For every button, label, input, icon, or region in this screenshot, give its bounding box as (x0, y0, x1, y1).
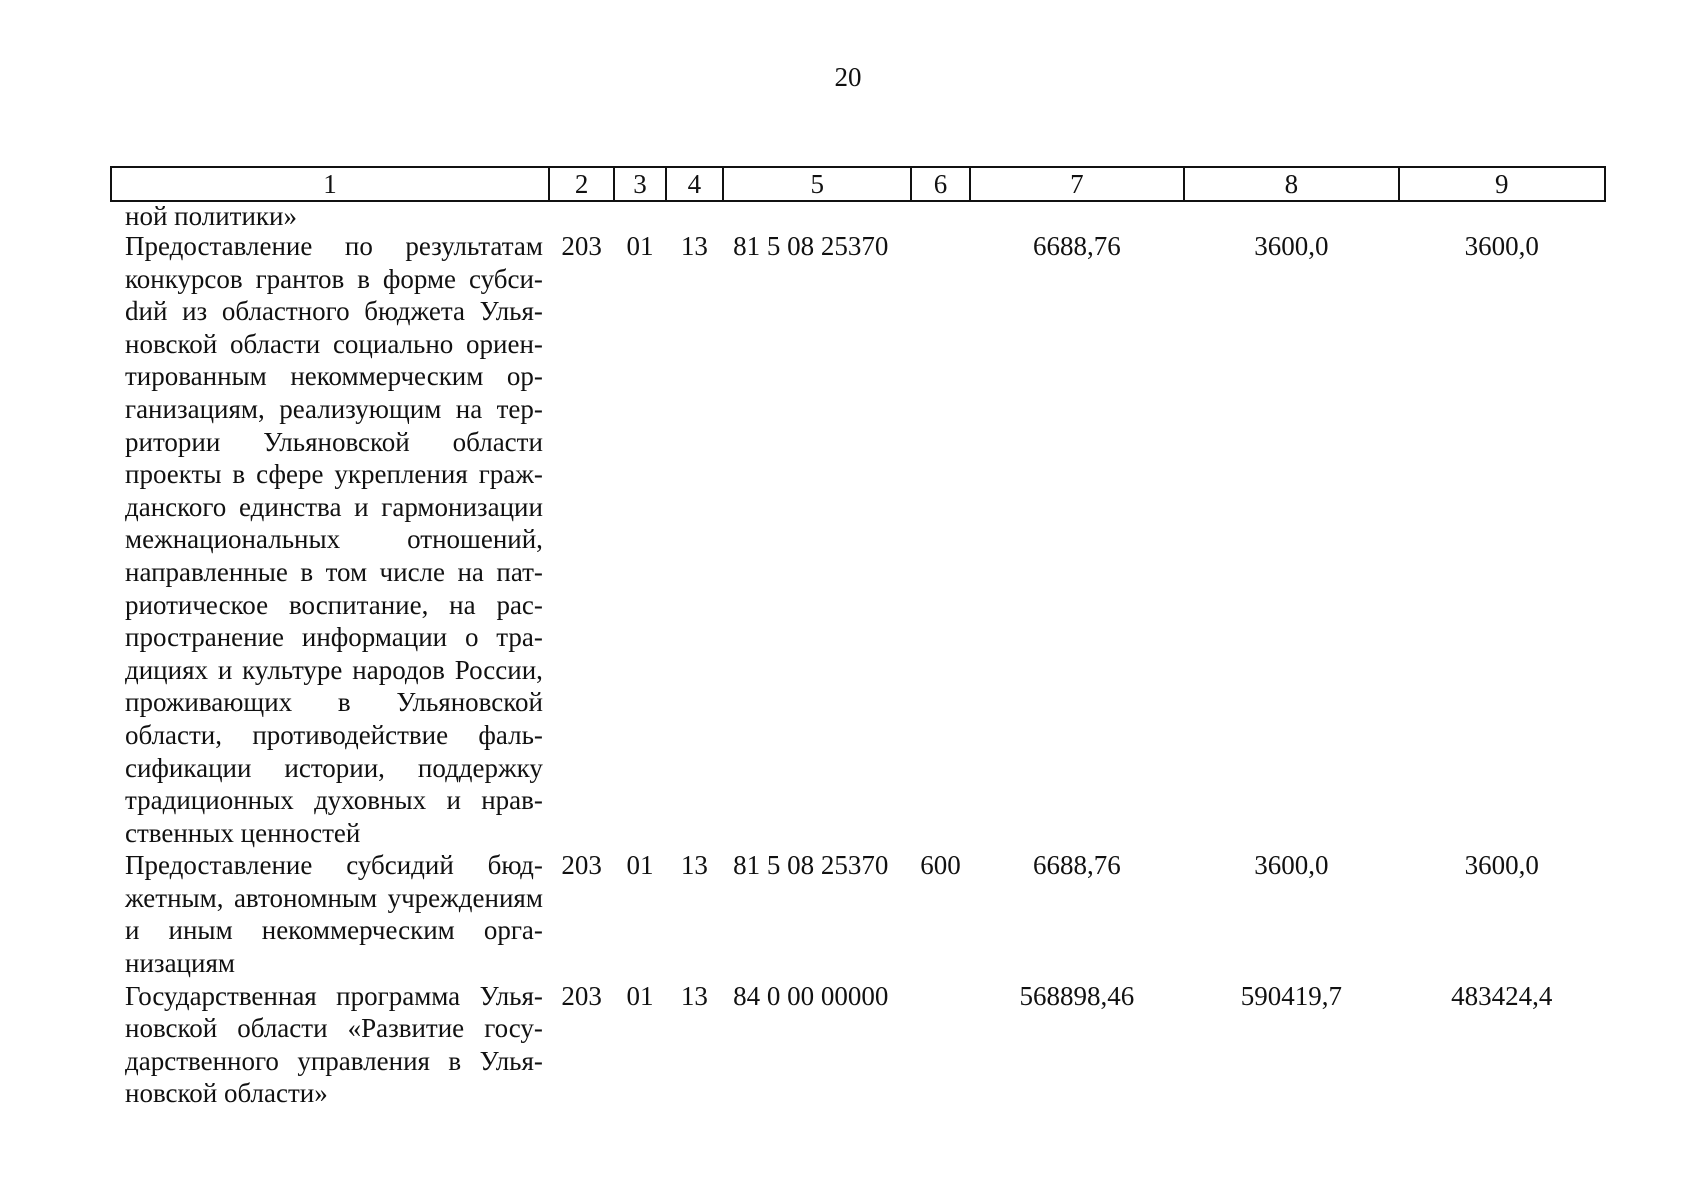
header-row (111, 167, 1605, 201)
continuation-row (111, 201, 1605, 230)
row-value-7: 6688,76 (1033, 850, 1121, 881)
row-name: Предоставление субсидий бюджетным, автономным учреждениям и иным некоммерческим организациям (125, 850, 543, 979)
table-row (111, 849, 1605, 979)
row-name: Государственная программа Ульяновской области «Развитие государственного управления в Ульяновской области» (125, 980, 543, 1109)
row-code-3: 01 (626, 980, 654, 1011)
row-code-6 (911, 980, 969, 1110)
row-code-5: 81 5 08 25370 (733, 850, 889, 881)
row-value-8: 3600,0 (1254, 231, 1329, 261)
column-header-3: 3 (614, 167, 665, 201)
row-code-4: 13 (680, 231, 708, 261)
row-value-9: 3600,0 (1464, 231, 1539, 261)
row-value-9: 3600,0 (1464, 850, 1539, 881)
row-code-2: 203 (561, 850, 602, 881)
row-value-7: 568898,46 (1019, 980, 1135, 1011)
page-number: 20 (834, 62, 862, 92)
column-header-8: 8 (1184, 167, 1398, 201)
row-code-6 (911, 230, 969, 849)
row-code-5: 84 0 00 00000 (733, 980, 889, 1011)
row-code-4: 13 (680, 980, 708, 1011)
row-code-5: 81 5 08 25370 (733, 231, 889, 261)
row-value-7: 6688,76 (1033, 231, 1121, 261)
table-row (111, 980, 1605, 1110)
row-code-4: 13 (680, 850, 708, 881)
table-row (111, 230, 1605, 849)
budget-table (110, 166, 1606, 1110)
row-code-6: 600 (920, 850, 961, 881)
continuation-text: ной политики» (125, 201, 297, 231)
row-code-3: 01 (626, 231, 654, 261)
row-code-3: 01 (626, 850, 654, 881)
column-header-6: 6 (911, 167, 969, 201)
column-header-9: 9 (1399, 167, 1605, 201)
column-header-7: 7 (970, 167, 1184, 201)
row-name: Предоставление по результатам конкурсов грантов в форме субсиdий из областного бюджета Ульяновской области социально ориентированным некоммерческим организациям, реализующим на территории Ульяновской области проекты в сфере укрепления гражданского единства и гармонизации межнациональных отношений, направленные в том числе на патриотическое воспитание, на распространение информации о традициях и культуре народов России, проживающих в Ульяновской области, противодействие фальсификации истории, поддержку традиционных духовных и нравственных ценностей (125, 231, 543, 848)
column-header-2: 2 (549, 167, 614, 201)
row-code-2: 203 (561, 231, 602, 261)
row-code-2: 203 (561, 980, 602, 1011)
row-value-8: 590419,7 (1240, 980, 1342, 1011)
column-header-5: 5 (723, 167, 911, 201)
row-value-8: 3600,0 (1254, 850, 1329, 881)
column-header-4: 4 (666, 167, 723, 201)
column-header-1: 1 (111, 167, 549, 201)
row-value-9: 483424,4 (1451, 980, 1553, 1011)
